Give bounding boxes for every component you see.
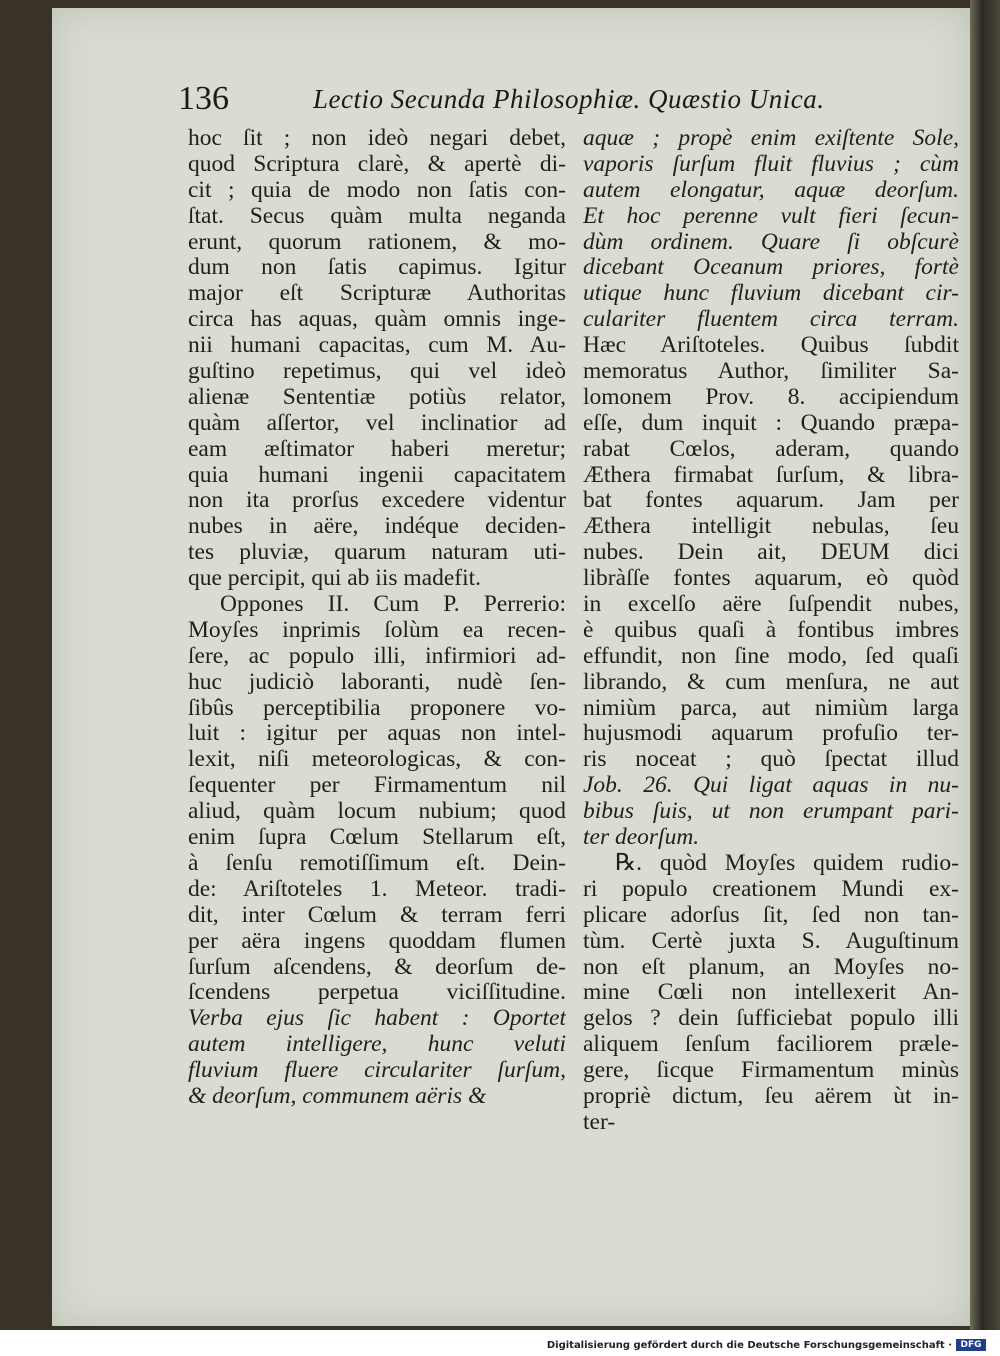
left-column-line: erunt, quorum rationem, & mo-	[188, 229, 566, 255]
left-column-line: à ſenſu remotiſſimum eſt. Dein-	[188, 850, 566, 876]
left-column-line: que percipit, qui ab iis madefit.	[188, 566, 482, 592]
left-column-line: nubes in aëre, indéque deciden-	[188, 514, 566, 540]
left-column-line: quia humani ingenii capacitatem	[188, 462, 566, 488]
left-column-line: cit ; quia de modo non ſatis con-	[188, 177, 566, 203]
right-column-line: eſſe, dum inquit : Quando præpa-	[583, 410, 959, 436]
left-column-line: ſtat. Secus quàm multa neganda	[188, 203, 566, 229]
right-column-line: lomonem Prov. 8. accipiendum	[583, 384, 959, 410]
right-column-line: Et hoc perenne vult fieri ſecun-	[583, 203, 959, 229]
left-column-line: ſcendens perpetua viciſſitudine.	[188, 980, 566, 1006]
right-column	[583, 126, 959, 1136]
left-column-line: dum non ſatis capimus. Igitur	[188, 255, 566, 281]
left-column	[188, 126, 566, 1110]
left-column-line: guſtino repetimus, qui vel ideò	[188, 359, 566, 385]
right-column-line: Æthera firmabat ſurſum, & libra-	[583, 462, 959, 488]
left-column-line: alienæ Sententiæ potiùs relator,	[188, 384, 566, 410]
right-column-line: plicare adorſus ſit, ſed non tan-	[583, 902, 959, 928]
left-column-line: & deorſum, communem aëris &	[188, 1083, 487, 1109]
left-column-line: dit, inter Cœlum & terram ferri	[188, 902, 566, 928]
left-column-line: aliud, quàm locum nubium; quod	[188, 799, 566, 825]
right-column-line: hujusmodi aquarum profuſio ter-	[583, 721, 959, 747]
right-column-line: aquæ ; propè enim exiſtente Sole,	[583, 126, 959, 151]
right-column-line: tùm. Certè juxta S. Auguſtinum	[583, 928, 959, 954]
left-column-line: per aëra ingens quoddam flumen	[188, 928, 566, 954]
right-column-line: ri populo creationem Mundi ex-	[583, 876, 959, 902]
right-column-line: in excelſo aëre ſuſpendit nubes,	[583, 592, 959, 618]
right-column-line: bibus ſuis, ut non erumpant pari-	[583, 799, 959, 825]
left-column-line: fluvium fluere circulariter ſurſum,	[188, 1058, 566, 1084]
right-column-line: Job. 26. Qui ligat aquas in nu-	[583, 773, 959, 799]
right-column-line: libràſſe fontes aquarum, eò quòd	[583, 566, 959, 592]
left-column-line: lexit, niſi meteorologicas, & con-	[188, 747, 566, 773]
left-column-line: eam æſtimator haberi meretur;	[188, 436, 566, 462]
funding-credit: Digitalisierung gefördert durch die Deutsche Forschungsgemeinschaft ·	[546, 1340, 952, 1351]
left-column-line: hoc ſit ; non ideò negari debet,	[188, 126, 566, 151]
left-column-line: ſere, ac populo illi, infirmiori ad-	[188, 643, 566, 669]
right-column-line: memoratus Author, ſimiliter Sa-	[583, 359, 959, 385]
right-column-line: aliquem ſenſum faciliorem præle-	[583, 1032, 959, 1058]
right-column-line: effundit, non ſine modo, ſed quaſi	[583, 643, 959, 669]
right-column-line: gelos ? dein ſufficiebat populo illi	[583, 1006, 959, 1032]
right-column-line: gere, ſicque Firmamentum minùs	[583, 1058, 959, 1084]
right-column-line: dicebant Oceanum priores, fortè	[583, 255, 959, 281]
right-column-line: Hæc Ariſtoteles. Quibus ſubdit	[583, 333, 959, 359]
footer-bar	[0, 1330, 1000, 1356]
right-column-line: non eſt planum, an Moyſes no-	[583, 954, 959, 980]
right-column-line: ris noceat ; quò ſpectat illud	[583, 747, 959, 773]
right-column-line: Æthera intelligit nebulas, ſeu	[583, 514, 959, 540]
left-column-line: de: Ariſtoteles 1. Meteor. tradi-	[188, 876, 566, 902]
left-column-line: non ita prorſus excedere videntur	[188, 488, 566, 514]
left-column-line: tes pluviæ, quarum naturam uti-	[188, 540, 566, 566]
book-edge	[970, 0, 1000, 1330]
left-column-line: Moyſes inprimis ſolùm ea recen-	[188, 617, 566, 643]
right-column-line: utique hunc fluvium dicebant cir-	[583, 281, 959, 307]
left-column-line: quod Scriptura clarè, & apertè di-	[188, 151, 566, 177]
right-column-line: rabat Cœlos, aderam, quando	[583, 436, 959, 462]
right-column-line: bat fontes aquarum. Jam per	[583, 488, 959, 514]
page-number: 136	[178, 80, 229, 117]
left-column-line: major eſt Scripturæ Authoritas	[188, 281, 566, 307]
left-column-line: quàm aſſertor, vel inclinatior ad	[188, 410, 566, 436]
dfg-logo: DFG	[956, 1339, 986, 1351]
left-column-line: autem intelligere, hunc veluti	[188, 1032, 566, 1058]
right-column-line: propriè dictum, ſeu aërem ùt in-	[583, 1083, 959, 1109]
right-column-line: vaporis ſurſum fluit fluvius ; cùm	[583, 151, 959, 177]
right-column-line: nimiùm parca, aut nimiùm larga	[583, 695, 959, 721]
left-column-line: Verba ejus ſic habent : Oportet	[188, 1006, 566, 1032]
right-column-line: dùm ordinem. Quare ſi obſcurè	[583, 229, 959, 255]
running-title: Lectio Secunda Philosophiæ. Quæstio Unica.	[313, 84, 825, 114]
right-column-line: culariter fluentem circa terram.	[583, 307, 959, 333]
right-column-line: ter-	[583, 1109, 616, 1135]
right-column-line: autem elongatur, aquæ deorſum.	[583, 177, 959, 203]
right-column-line: mine Cœli non intellexerit An-	[583, 980, 959, 1006]
left-column-line: huc judiciò laboranti, nudè ſen-	[188, 669, 566, 695]
left-column-line: ſurſum aſcendens, & deorſum de-	[188, 954, 566, 980]
page-header	[178, 80, 858, 124]
right-column-line: librando, & cum menſura, ne aut	[583, 669, 959, 695]
left-column-line: nii humani capacitas, cum M. Au-	[188, 333, 566, 359]
left-column-line: enim ſupra Cœlum Stellarum eſt,	[188, 825, 566, 851]
right-column-line: nubes. Dein ait, DEUM dici	[583, 540, 959, 566]
left-column-line: Oppones II. Cum P. Perrerio:	[220, 592, 566, 618]
right-column-line: è quibus quaſi à fontibus imbres	[583, 617, 959, 643]
left-column-line: circa has aquas, quàm omnis inge-	[188, 307, 566, 333]
right-column-line: ℞. quòd Moyſes quidem rudio-	[615, 850, 959, 876]
right-column-line: ter deorſum.	[583, 825, 700, 851]
left-column-line: luit : igitur per aquas non intel-	[188, 721, 566, 747]
left-column-line: ſibûs perceptibilia proponere vo-	[188, 695, 566, 721]
left-column-line: ſequenter per Firmamentum nil	[188, 773, 566, 799]
